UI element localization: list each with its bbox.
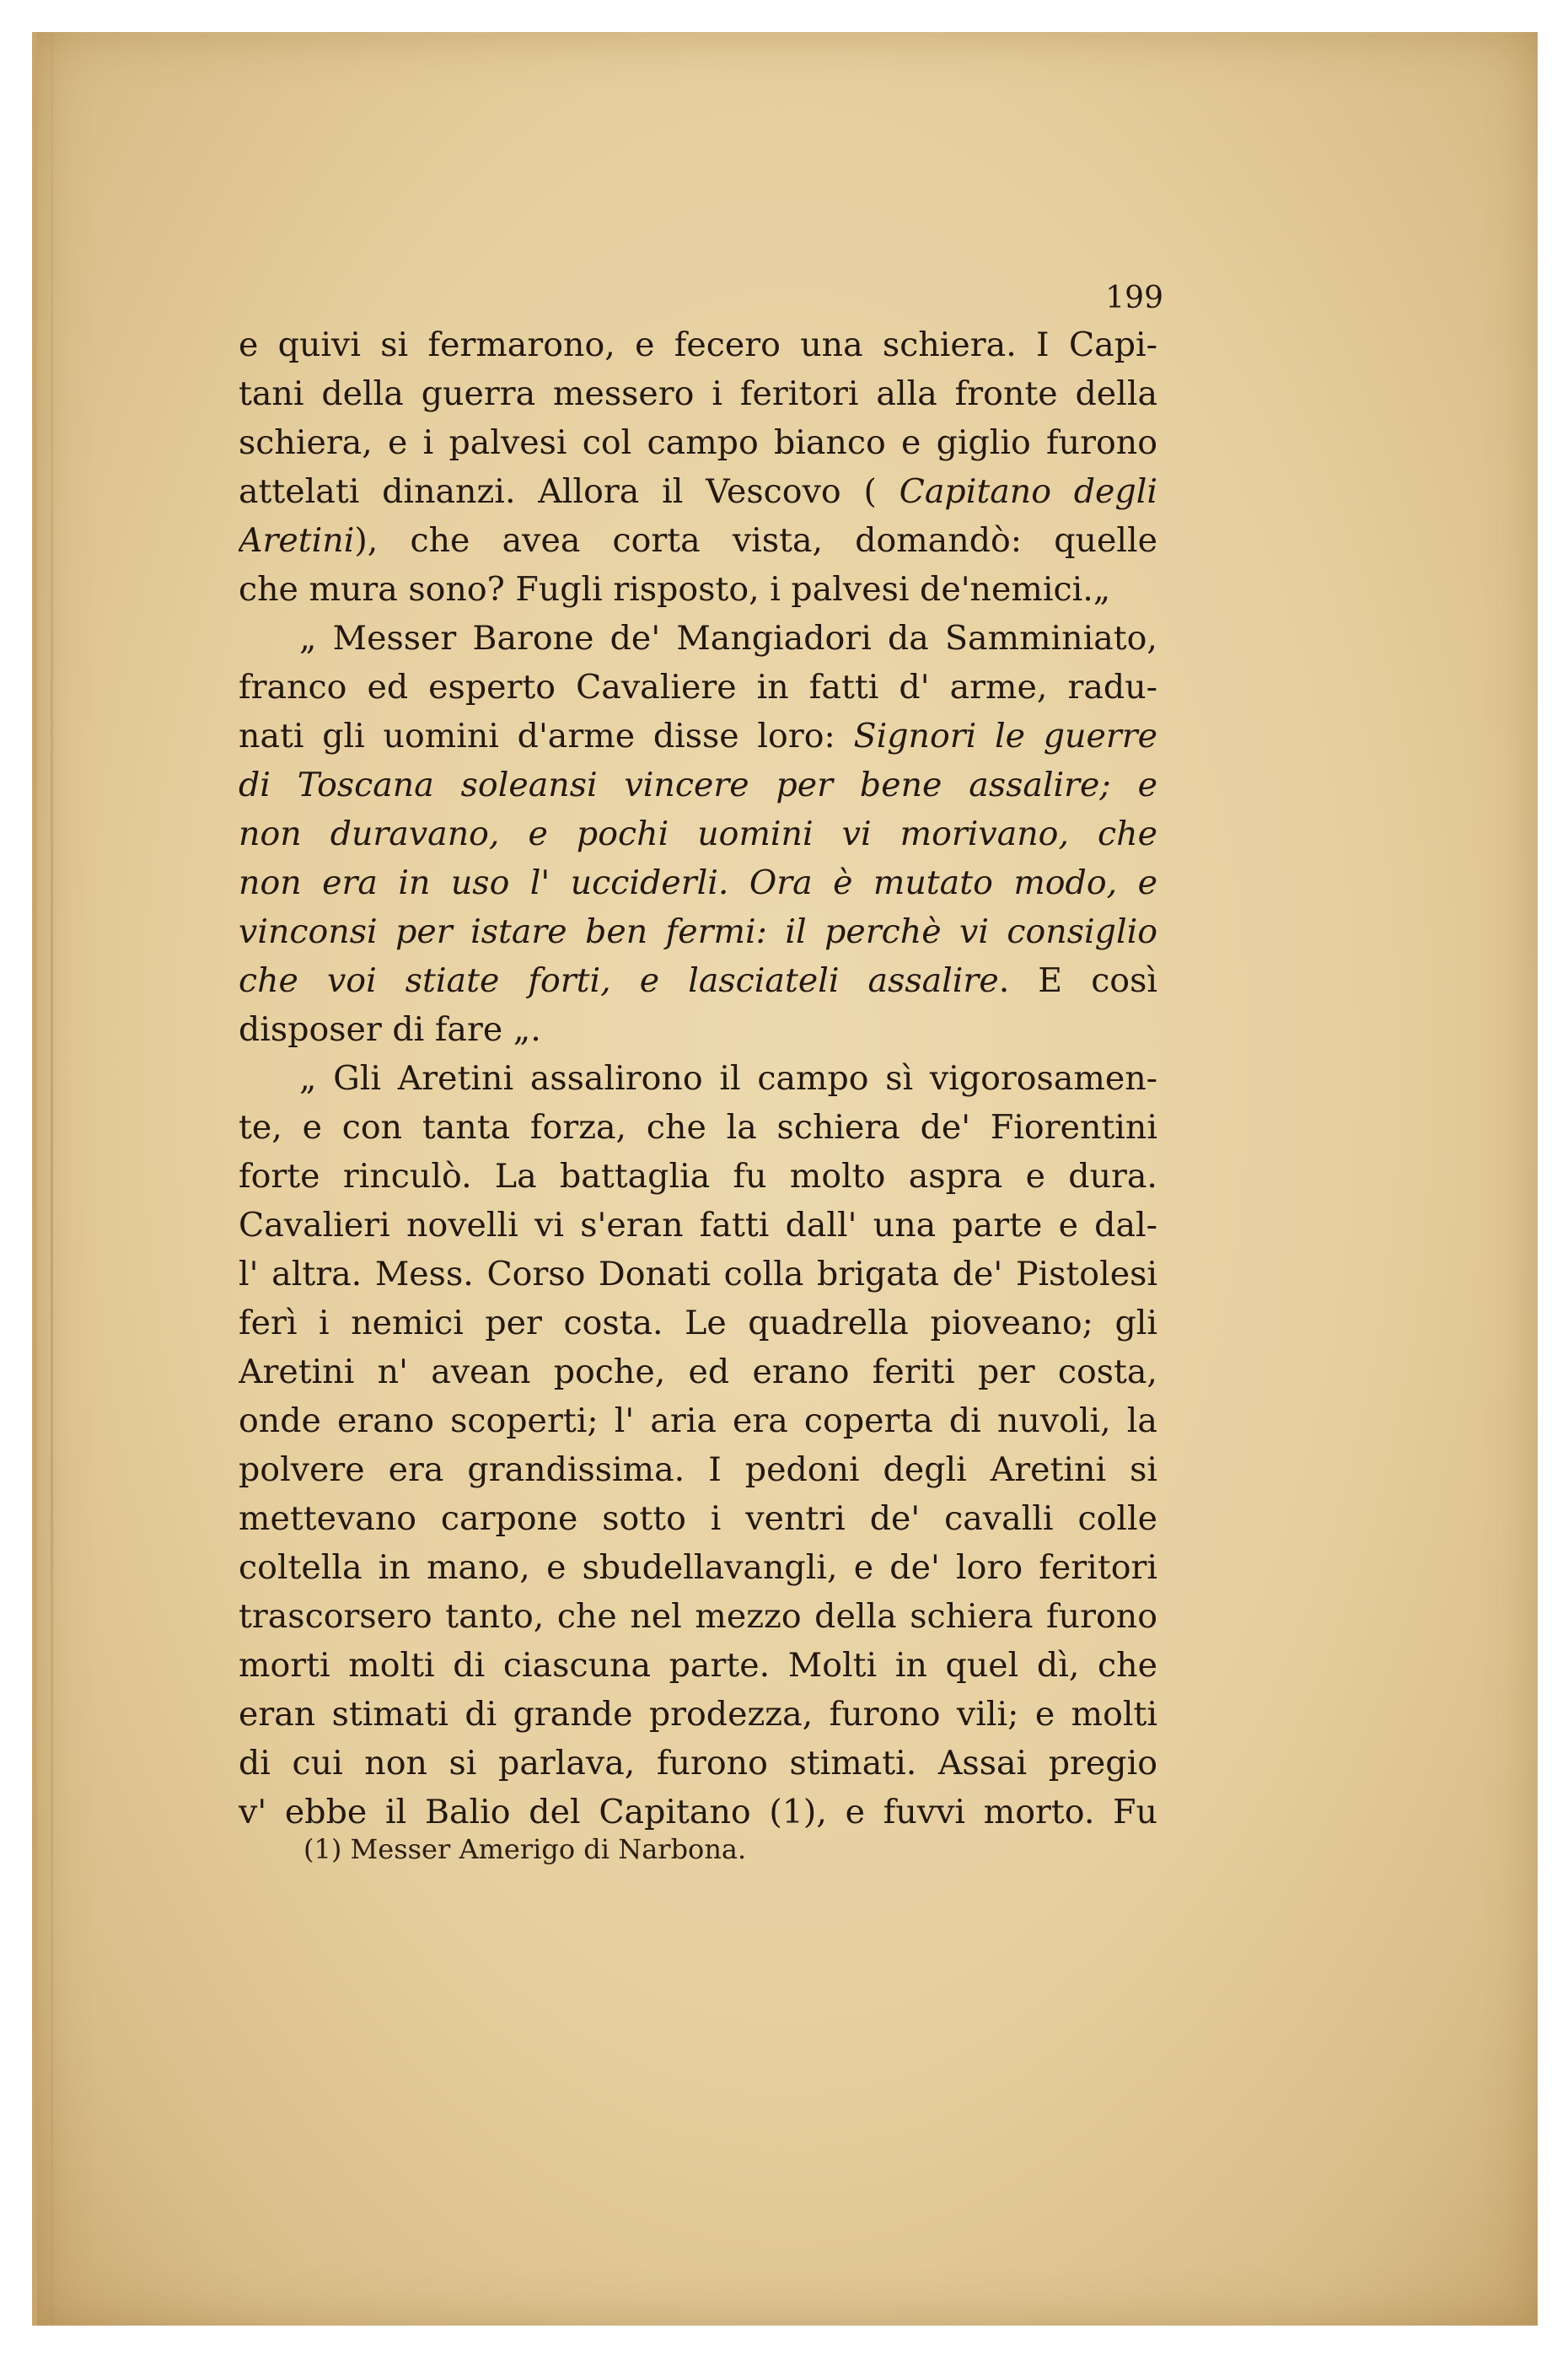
text-line (239, 761, 1157, 809)
line-text: te, e con tanta forza, che la schiera de' Fiorentini (239, 1108, 1157, 1147)
line-text: „ Gli Aretini assalirono il campo sì vigorosamen- (299, 1059, 1157, 1098)
line-text-italic: vinconsi per istare ben fermi: il perchè vi consiglio (239, 912, 1157, 951)
line-text: franco ed esperto Cavaliere in fatti d' arme, radu- (239, 668, 1157, 707)
line-text: schiera, e i palvesi col campo bianco e giglio furono (239, 423, 1157, 462)
text-line (239, 1641, 1157, 1690)
line-text-italic: Capitano degli (899, 472, 1157, 511)
line-text: eran stimati di grande prodezza, furono vili; e molti (239, 1695, 1157, 1734)
line-text: tani della guerra messero i feritori alla fronte della (239, 374, 1157, 413)
text-line (239, 614, 1157, 663)
text-line (239, 1788, 1157, 1837)
text-line (239, 712, 1157, 761)
text-line (239, 369, 1157, 418)
line-text: forte rinculò. La battaglia fu molto aspra e dura. (239, 1157, 1157, 1196)
text-line (239, 1299, 1157, 1347)
text-line (239, 1543, 1157, 1592)
text-line (239, 1396, 1157, 1445)
line-text-italic: non era in uso l' ucciderli. Ora è mutato modo, e (239, 863, 1157, 902)
line-text: trascorsero tanto, che nel mezzo della schiera furono (239, 1597, 1157, 1636)
text-line (239, 809, 1157, 858)
text-line (239, 1347, 1157, 1396)
line-text: morti molti di ciascuna parte. Molti in quel dì, che (239, 1646, 1157, 1685)
text-line (239, 1201, 1157, 1250)
line-text: onde erano scoperti; l' aria era coperta di nuvoli, la (239, 1401, 1157, 1440)
line-text: ), che avea corta vista, domandò: quelle (354, 521, 1157, 560)
text-line (239, 467, 1157, 516)
text-line (239, 565, 1157, 614)
line-text: polvere era grandissima. I pedoni degli Aretini si (239, 1450, 1157, 1489)
text-line (239, 1005, 1157, 1054)
line-text: nati gli uomini d'arme disse loro: (239, 717, 854, 756)
line-text: l' altra. Mess. Corso Donati colla brigata de' Pistolesi (239, 1255, 1157, 1293)
text-line (239, 1152, 1157, 1201)
text-line (239, 1250, 1157, 1299)
text-line (239, 1690, 1157, 1739)
line-text: di cui non si parlava, furono stimati. Assai pregio (239, 1744, 1157, 1783)
line-text: Aretini n' avean poche, ed erano feriti per costa, (239, 1353, 1157, 1391)
line-text: ferì i nemici per costa. Le quadrella pioveano; gli (239, 1304, 1157, 1342)
line-text: . E così (998, 961, 1157, 1000)
text-line (239, 858, 1157, 907)
text-line (239, 1592, 1157, 1641)
text-line (239, 1494, 1157, 1543)
text-line (239, 516, 1157, 565)
line-text: coltella in mano, e sbudellavangli, e de' loro feritori (239, 1548, 1157, 1587)
line-text-italic: non duravano, e pochi uomini vi morivano, che (239, 815, 1157, 853)
text-line (239, 1054, 1157, 1103)
line-text-italic: Aretini (239, 521, 355, 560)
text-line (239, 320, 1157, 369)
line-text: attelati dinanzi. Allora il Vescovo ( (239, 472, 899, 511)
page-number: 199 (1105, 281, 1163, 315)
text-line (239, 1739, 1157, 1788)
text-line (239, 1103, 1157, 1152)
line-text: disposer di fare „. (239, 1010, 541, 1049)
line-text: che mura sono? Fugli risposto, i palvesi de'nemici.„ (239, 570, 1111, 609)
line-text: Cavalieri novelli vi s'eran fatti dall' una parte e dal- (239, 1206, 1157, 1245)
line-text-italic: Signori le guerre (853, 717, 1157, 756)
line-text: e quivi si fermarono, e fecero una schiera. I Capi- (239, 325, 1157, 364)
body-text (239, 320, 1157, 1837)
text-line (239, 907, 1157, 956)
page-fold-line (51, 32, 53, 2326)
line-text-italic: che voi stiate forti, e lasciateli assalire (239, 961, 999, 1000)
footnote: (1) Messer Amerigo di Narbona. (303, 1833, 747, 1865)
line-text: mettevano carpone sotto i ventri de' cavalli colle (239, 1499, 1157, 1538)
line-text-italic: di Toscana soleansi vincere per bene assalire; e (239, 766, 1157, 804)
text-line (239, 663, 1157, 712)
text-line (239, 1445, 1157, 1494)
line-text: „ Messer Barone de' Mangiadori da Samminiato, (299, 619, 1157, 658)
line-text: v' ebbe il Balio del Capitano (1), e fuvvi morto. Fu (239, 1793, 1157, 1831)
text-line (239, 418, 1157, 467)
text-line (239, 956, 1157, 1005)
